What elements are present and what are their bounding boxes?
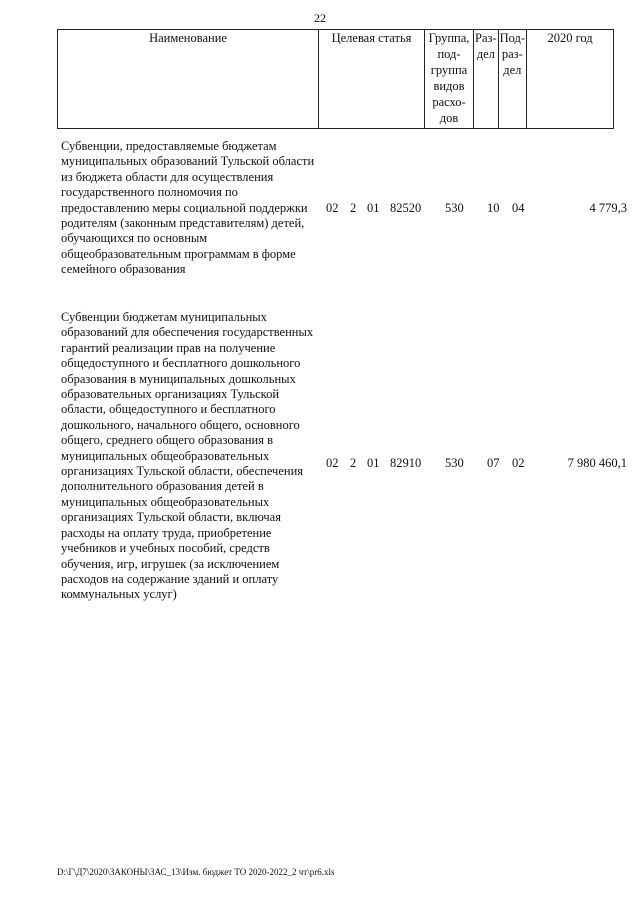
amount: 4 779,3 (589, 201, 627, 215)
table-header (57, 29, 614, 129)
header-name: Наименование (58, 30, 319, 129)
target-article-subprogram: 2 (350, 456, 357, 470)
footer-file-path: D:\Г\Д7\2020\ЗАКОНЫ\ЗАС_13\Изм. бюджет ТО 2020-2022_2 чт\pr6.xls (57, 867, 335, 877)
subsection: 04 (512, 201, 525, 215)
expense-group: 530 (445, 456, 464, 470)
header-expense-group: Группа, под- группа видов расхо- дов (425, 30, 474, 129)
target-article-program: 02 (326, 201, 339, 215)
target-article-subprogram: 2 (350, 201, 357, 215)
header-section: Раз- дел (474, 30, 499, 129)
amount: 7 980 460,1 (567, 456, 627, 470)
target-article-event: 01 (367, 456, 380, 470)
table-row (57, 310, 627, 630)
section: 07 (487, 456, 500, 470)
row-name: Субвенции, предоставляемые бюджетам муниципальных образований Тульской области из бюджета области для осуществления государственного полномочия по предоставлению меры социальной поддержки родителям (законным представителям) детей, обучающихся по основным общеобразовательным программам в форме семейного образования (61, 139, 315, 277)
target-article-direction: 82910 (390, 456, 422, 470)
row-name: Субвенции бюджетам муниципальных образований для обеспечения государственных гарантий реализации прав на получение общедоступного и бесплатного дошкольного образования в муниципальных дошкольных образовательных организациях Тульской области, общедоступного и бесплатного дошкольного, начального общего, основного общего, среднего общего образования в муниципальных общеобразовательных организациях Тульской области, обеспечения дополнительного образования детей в муниципальных общеобразовательных организациях Тульской области, включая расходы на оплату труда, приобретение учебников и учебных пособий, средств обучения, игр, игрушек (за исключением расходов на содержание зданий и оплату коммунальных услуг) (61, 310, 314, 602)
page-number: 22 (314, 11, 326, 25)
section: 10 (487, 201, 500, 215)
header-target-article: Целевая статья (319, 30, 425, 129)
expense-group: 530 (445, 201, 464, 215)
header-subsection: Под- раз- дел (498, 30, 526, 129)
target-article-program: 02 (326, 456, 339, 470)
target-article-direction: 82520 (390, 201, 422, 215)
subsection: 02 (512, 456, 525, 470)
header-year-2020: 2020 год (527, 30, 614, 129)
table-row (57, 139, 627, 279)
target-article-event: 01 (367, 201, 380, 215)
